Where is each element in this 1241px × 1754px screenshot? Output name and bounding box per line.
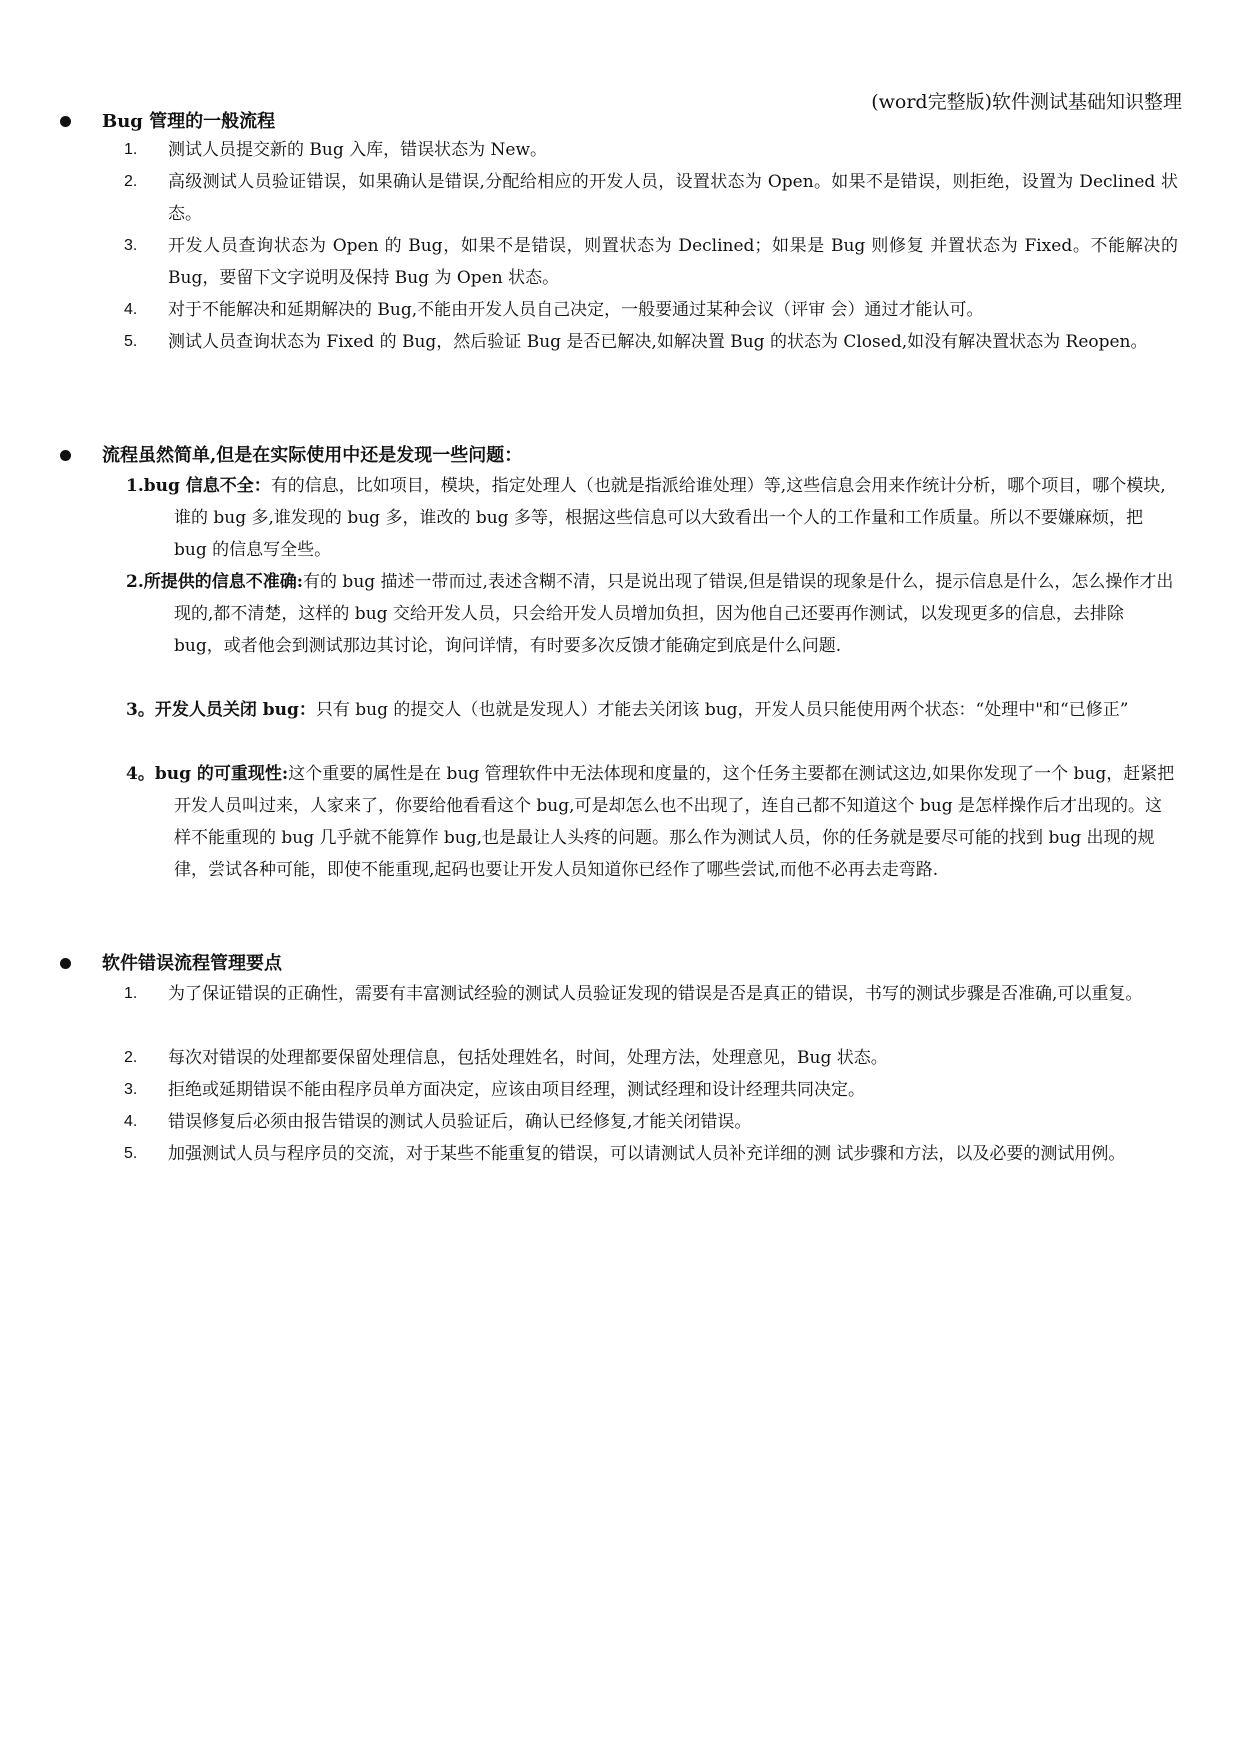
- list-item: 每次对错误的处理都要保留处理信息，包括处理姓名，时间，处理方法，处理意见，Bug 状态。: [168, 1048, 888, 1068]
- issue-lead: 4。bug 的可重现性:: [126, 764, 289, 784]
- page-header: (word完整版)软件测试基础知识整理: [871, 91, 1182, 113]
- list-item: 测试人员查询状态为 Fixed 的 Bug，然后验证 Bug 是否已解决,如解决置 Bug 的状态为 Closed,如没有解决置状态为 Reopen。: [168, 332, 1148, 352]
- issue-item: [126, 470, 1178, 566]
- list-number: 1.: [124, 141, 138, 158]
- section-title: Bug 管理的一般流程: [102, 111, 276, 132]
- list-number: 5.: [124, 333, 138, 350]
- issue-text: 有的信息，比如项目，模块，指定处理人（也就是指派给谁处理）等,这些信息会用来作统计分析，哪个项目，哪个模块,谁的 bug 多,谁发现的 bug 多，谁改的 bug 多等，根据这些信息可以大致看出一个人的工作量和工作质量。所以不要嫌麻烦，把 bug 的信息写全些。: [174, 476, 1166, 560]
- list-item: 错误修复后必须由报告错误的测试人员验证后，确认已经修复,才能关闭错误。: [168, 1112, 752, 1132]
- list-number: 4.: [124, 301, 138, 318]
- list-item: 测试人员提交新的 Bug 入库，错误状态为 New。: [168, 140, 548, 160]
- issue-text: 这个重要的属性是在 bug 管理软件中无法体现和度量的，这个任务主要都在测试这边,如果你发现了一个 bug，赶紧把开发人员叫过来，人家来了，你要给他看看这个 bug,可是却怎么也不出现了，连自己都不知道这个 bug 是怎样操作后才出现的。这样不能重现的 bug 几乎就不能算作 bug,也是最让人头疼的问题。那么作为测试人员，你的任务就是要尽可能的找到 bug 出现的规律，尝试各种可能，即使不能重现,起码也要让开发人员知道你已经作了哪些尝试,而他不必再去走弯路.: [174, 764, 1175, 880]
- list-number: 4.: [124, 1113, 138, 1130]
- issue-lead: 3。开发人员关闭 bug：: [126, 700, 316, 720]
- issue-text: 只有 bug 的提交人（也就是发现人）才能去关闭该 bug，开发人员只能使用两个状态：“处理中"和“已修正”: [315, 700, 1129, 720]
- issue-item: [126, 566, 1178, 662]
- list-item: 为了保证错误的正确性，需要有丰富测试经验的测试人员验证发现的错误是否是真正的错误，书写的测试步骤是否准确,可以重复。: [168, 984, 1143, 1004]
- list-item: 高级测试人员验证错误，如果确认是错误,分配给相应的开发人员，设置状态为 Open。如果不是错误，则拒绝，设置为 Declined 状态。: [168, 172, 1178, 224]
- issue-item: [126, 758, 1178, 886]
- section-title: 流程虽然简单,但是在实际使用中还是发现一些问题：: [102, 445, 523, 466]
- list-item: 对于不能解决和延期解决的 Bug,不能由开发人员自己决定，一般要通过某种会议（评审 会）通过才能认可。: [168, 300, 984, 320]
- issue-item: [126, 694, 1178, 726]
- list-number: 2.: [124, 173, 138, 190]
- bullet-icon: [60, 116, 71, 127]
- list-number: 3.: [124, 237, 138, 254]
- list-number: 2.: [124, 1049, 138, 1066]
- section-title: 软件错误流程管理要点: [102, 953, 282, 974]
- bullet-icon: [60, 958, 71, 969]
- issue-lead: 1.bug 信息不全：: [126, 476, 271, 496]
- issue-text: 有的 bug 描述一带而过,表述含糊不清，只是说出现了错误,但是错误的现象是什么，提示信息是什么，怎么操作才出现的,都不清楚，这样的 bug 交给开发人员，只会给开发人员增加负担，因为他自己还要再作测试，以发现更多的信息，去排除 bug，或者他会到测试那边其讨论，询问详情，有时要多次反馈才能确定到底是什么问题.: [174, 572, 1174, 656]
- list-number: 3.: [124, 1081, 138, 1098]
- issue-lead: 2.所提供的信息不准确:: [126, 572, 304, 592]
- list-number: 5.: [124, 1145, 138, 1162]
- list-item: 加强测试人员与程序员的交流，对于某些不能重复的错误，可以请测试人员补充详细的测 试步骤和方法，以及必要的测试用例。: [168, 1144, 1126, 1164]
- list-item: 拒绝或延期错误不能由程序员单方面决定，应该由项目经理，测试经理和设计经理共同决定。: [168, 1080, 865, 1100]
- list-number: 1.: [124, 985, 138, 1002]
- bullet-icon: [60, 450, 71, 461]
- list-item: 开发人员查询状态为 Open 的 Bug，如果不是错误，则置状态为 Declined；如果是 Bug 则修复 并置状态为 Fixed。不能解决的 Bug，要留下文字说明及保持 Bug 为 Open 状态。: [168, 236, 1178, 288]
